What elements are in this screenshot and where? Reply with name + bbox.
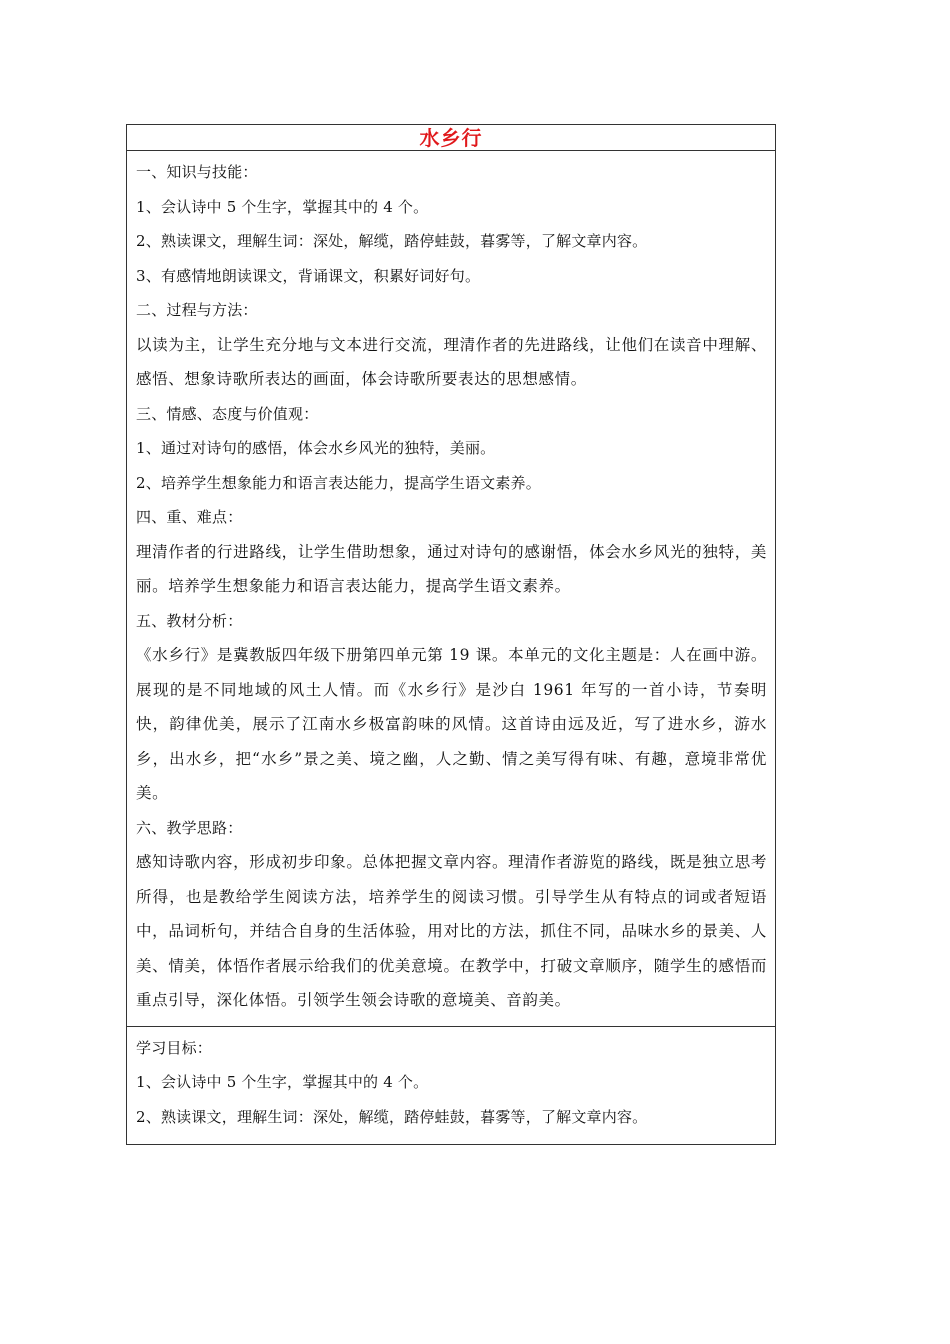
section-heading-teaching-approach: 六、教学思路： (136, 818, 243, 837)
key-points-paragraph: 理清作者的行进路线，让学生借助想象，通过对诗句的感谢悟，体会水乡风光的独特，美丽。培养学生想象能力和语言表达能力，提高学生语文素养。 (136, 542, 767, 595)
process-paragraph: 以读为主，让学生充分地与文本进行交流，理清作者的先进路线，让他们在读音中理解、感悟、想象诗歌所表达的画面，体会诗歌所要表达的思想感情。 (136, 335, 767, 388)
teaching-approach-paragraph: 感知诗歌内容，形成初步印象。总体把握文章内容。理清作者游览的路线，既是独立思考所得，也是教给学生阅读方法，培养学生的阅读习惯。引导学生从有特点的词或者短语中，品词析句，并结合自身的生活体验，用对比的方法，抓住不同，品味水乡的景美、人美、情美，体悟作者展示给我们的优美意境。在教学中，打破文章顺序，随学生的感悟而重点引导，深化体悟。引领学生领会诗歌的意境美、音韵美。 (136, 853, 767, 1009)
learning-goal-item-1: 1、会认诗中 5 个生字，掌握其中的 4 个。 (136, 1073, 429, 1091)
section-heading-knowledge: 一、知识与技能： (136, 163, 258, 181)
textbook-analysis-paragraph: 《水乡行》是冀教版四年级下册第四单元第 19 课。本单元的文化主题是：人在画中游。展现的是不同地域的风土人情。而《水乡行》是沙白 1961 年写的一首小诗，节奏明快，韵律优美，展示了江南水乡极富韵味的风情。这首诗由远及近，写了进水乡，游水乡，出水乡，把“水乡”景之美、境之幽，人之勤、情之美写得有味、有趣，意境非常优美。 (136, 646, 767, 802)
knowledge-item-3: 3、有感情地朗读课文，背诵课文，积累好词好句。 (136, 266, 481, 285)
section-heading-emotion: 三、情感、态度与价值观： (136, 404, 319, 423)
lesson-plan-table (126, 124, 776, 1145)
emotion-item-2: 2、培养学生想象能力和语言表达能力，提高学生语文素养。 (136, 473, 541, 492)
learning-goals-cell (127, 1027, 775, 1145)
section-heading-textbook-analysis: 五、教材分析： (136, 611, 243, 630)
section-heading-key-points: 四、重、难点： (136, 508, 243, 526)
knowledge-item-1: 1、会认诗中 5 个生字，掌握其中的 4 个。 (136, 197, 429, 216)
emotion-item-1: 1、通过对诗句的感悟，体会水乡风光的独特，美丽。 (136, 439, 496, 457)
title-row (127, 125, 775, 151)
knowledge-item-2: 2、熟读课文，理解生词：深处，解缆，踏停蛙鼓，暮雾等，了解文章内容。 (136, 232, 648, 250)
document-title: 水乡行 (419, 126, 483, 150)
objectives-cell (127, 151, 775, 1027)
section-heading-process: 二、过程与方法： (136, 301, 258, 319)
learning-goal-item-2: 2、熟读课文，理解生词：深处，解缆，踏停蛙鼓，暮雾等，了解文章内容。 (136, 1107, 648, 1126)
learning-goals-heading: 学习目标： (136, 1038, 213, 1057)
